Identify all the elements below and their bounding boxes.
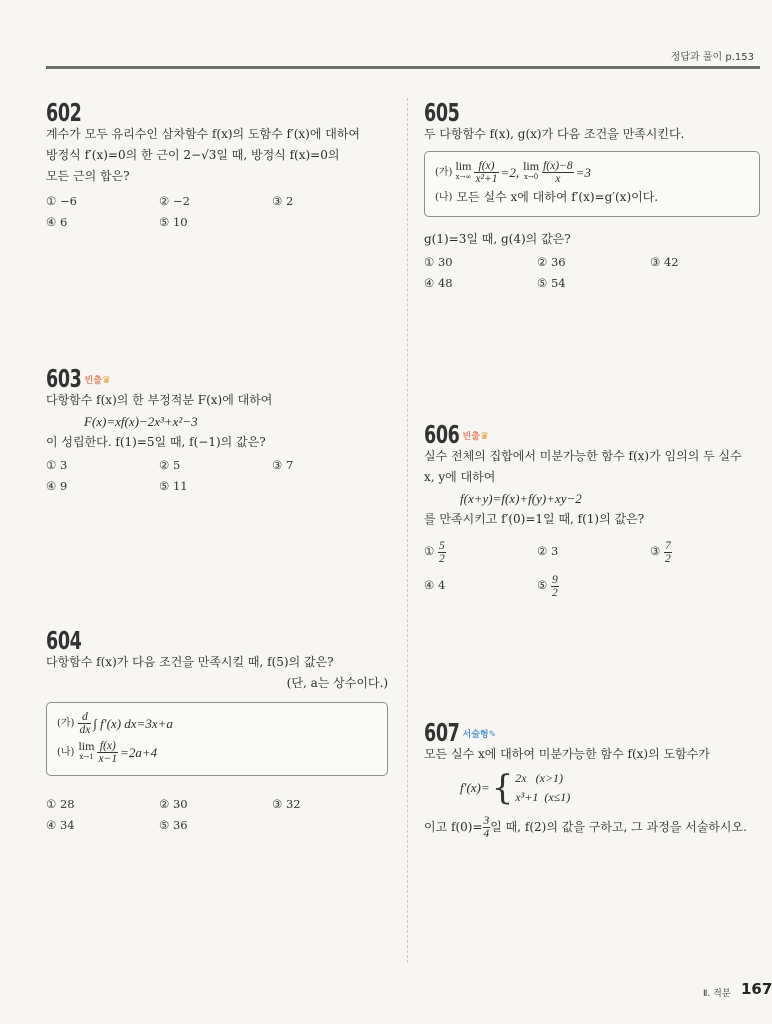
badge-label: 빈출 — [462, 432, 480, 442]
choice-4[interactable]: ④ 6 — [46, 215, 68, 229]
answer-choices — [46, 794, 388, 836]
answer-choices — [46, 455, 396, 497]
condition-b — [57, 737, 377, 767]
problem-text — [424, 124, 760, 145]
crown-icon: ♛ — [479, 431, 489, 442]
problem-line: 를 만족시키고 f′(0)=1일 때, f(1)의 값은? — [424, 512, 645, 526]
problem-606 — [424, 422, 760, 602]
frac-num: 5 — [438, 539, 445, 552]
frac-num: f(x) — [97, 740, 118, 753]
frac-den: 2 — [551, 586, 558, 599]
condition-mark: (나) — [435, 191, 453, 203]
choice-3[interactable]: ③ 7 — [272, 458, 294, 472]
choice-2[interactable]: ② 36 — [537, 255, 566, 269]
problem-602 — [46, 100, 396, 233]
problem-607 — [424, 720, 764, 840]
limit-fraction — [542, 160, 573, 185]
frac-den: x²+1 — [475, 172, 498, 185]
text-part: 이고 f(0)= — [424, 820, 483, 834]
pencil-icon: ✎ — [488, 730, 497, 740]
problem-text — [424, 446, 760, 530]
answer-choices — [424, 252, 760, 294]
essay-badge — [463, 727, 497, 740]
header-rule — [46, 66, 760, 69]
brace-icon: { — [491, 768, 514, 808]
frac-den: x−1 — [98, 752, 118, 765]
condition-a — [57, 709, 377, 737]
frac-den: 2 — [438, 552, 445, 565]
problem-605 — [424, 100, 760, 294]
frequent-badge — [463, 429, 489, 442]
problem-text — [46, 124, 396, 187]
column-divider — [407, 98, 408, 963]
lim-sub: x→0 — [523, 173, 539, 181]
text-part: 일 때, f(2)의 값을 구하고, 그 과정을 서술하시오. — [490, 820, 747, 834]
condition-b-text: 모든 실수 x에 대하여 f′(x)=g′(x)이다. — [456, 189, 659, 204]
choice-1[interactable]: ① 28 — [46, 797, 75, 811]
problem-line: 모든 근의 합은? — [46, 169, 130, 183]
equation: F(x)=xf(x)−2x³+x²−3 — [84, 414, 198, 429]
problem-line: 다항함수 f(x)의 한 부정적분 F(x)에 대하여 — [46, 393, 273, 407]
answer-reference: 정답과 풀이 p.153 — [670, 52, 754, 63]
case-2: x³+1 (x≤1) — [515, 790, 571, 804]
problem-number: 603 — [46, 364, 82, 393]
case-1: 2x (x>1) — [515, 771, 564, 785]
condition-b — [435, 186, 749, 208]
problem-text — [424, 744, 764, 765]
choice-4[interactable]: ④ 48 — [424, 276, 453, 290]
equals-text: =2, — [500, 164, 520, 180]
choice-marker: ⑤ — [537, 578, 548, 592]
crown-icon: ♛ — [101, 375, 111, 386]
choice-2[interactable]: ② 5 — [159, 458, 181, 472]
problem-line: 모든 실수 x에 대하여 미분가능한 함수 f(x)의 도함수가 — [424, 747, 710, 761]
lim-label: lim — [78, 739, 95, 753]
condition-box — [424, 151, 760, 217]
choice-5[interactable]: ⑤ 36 — [159, 818, 188, 832]
lim-sub: x→1 — [79, 753, 94, 761]
choice-2[interactable]: ② 3 — [537, 544, 559, 558]
answer-choices — [46, 191, 396, 233]
badge-label: 서술형 — [462, 730, 489, 740]
choice-4[interactable]: ④ 4 — [424, 578, 446, 592]
frac-den: dx — [79, 723, 91, 736]
problem-line: 계수가 모두 유리수인 삼차함수 f(x)의 도함수 f′(x)에 대하여 — [46, 127, 361, 141]
lim-label: lim — [523, 159, 540, 173]
choice-1[interactable]: ① 3 — [46, 458, 68, 472]
problem-line: 실수 전체의 집합에서 미분가능한 함수 f(x)가 임의의 두 실수 — [424, 449, 742, 463]
condition-box — [46, 702, 388, 776]
choice-5[interactable] — [537, 568, 650, 602]
problem-text — [46, 652, 388, 694]
condition-b-text: =2a+4 — [120, 744, 158, 760]
problem-line: 방정식 f′(x)=0의 한 근이 2−√3일 때, 방정식 f(x)=0의 — [46, 148, 340, 162]
choice-fraction — [438, 540, 446, 565]
condition-mark: (나) — [57, 746, 75, 758]
section-label: Ⅱ. 적분 — [703, 989, 731, 999]
limit-operator — [455, 161, 471, 183]
derivative-operator — [78, 711, 91, 736]
problem-note: (단, a는 상수이다.) — [286, 676, 388, 690]
frac-num: f(x) — [474, 160, 498, 173]
choice-3[interactable] — [650, 534, 763, 568]
choice-1[interactable]: ① 30 — [424, 255, 453, 269]
frac-den: 2 — [664, 552, 671, 565]
frac-num: 3 — [483, 815, 490, 827]
limit-fraction — [474, 160, 498, 185]
condition-a — [435, 158, 749, 186]
limit-fraction — [97, 740, 118, 765]
choice-2[interactable]: ② 30 — [159, 797, 188, 811]
frac-num: 7 — [664, 539, 671, 552]
choice-1[interactable] — [424, 534, 537, 568]
choice-1[interactable]: ① −6 — [46, 194, 77, 208]
choice-3[interactable]: ③ 42 — [650, 255, 679, 269]
lim-sub: x→∞ — [455, 173, 472, 181]
problem-line: 이 성립한다. f(1)=5일 때, f(−1)의 값은? — [46, 435, 266, 449]
page-number: 167 — [741, 980, 772, 998]
choice-4[interactable]: ④ 34 — [46, 818, 75, 832]
limit-operator — [78, 741, 94, 763]
condition-mark: (가) — [57, 717, 75, 729]
choice-marker: ③ — [650, 544, 661, 558]
badge-label: 빈출 — [84, 376, 102, 386]
choice-3[interactable]: ③ 2 — [272, 194, 294, 208]
problem-text — [46, 390, 396, 453]
problem-line: 두 다항함수 f(x), g(x)가 다음 조건을 만족시킨다. — [424, 127, 685, 141]
piecewise-function — [460, 767, 764, 809]
limit-operator — [523, 161, 539, 183]
frac-den: x — [555, 172, 561, 185]
choice-2[interactable]: ② −2 — [159, 194, 190, 208]
frac-num: f(x)−8 — [543, 159, 573, 172]
problem-number: 604 — [46, 626, 82, 655]
choice-fraction — [551, 574, 559, 599]
initial-value-fraction — [483, 815, 491, 840]
frac-den: 4 — [483, 828, 490, 840]
problem-number: 602 — [46, 98, 82, 127]
condition-mark: (가) — [435, 166, 453, 178]
problem-text — [424, 229, 760, 250]
problem-line — [424, 815, 764, 840]
piecewise-lhs: f′(x)= — [460, 780, 490, 795]
choice-4[interactable]: ④ 9 — [46, 479, 68, 493]
choice-3[interactable]: ③ 32 — [272, 797, 301, 811]
problem-number: 606 — [424, 420, 460, 449]
problem-number: 605 — [424, 98, 460, 127]
frac-num: d — [78, 711, 91, 724]
problem-number: 607 — [424, 718, 460, 747]
problem-604 — [46, 628, 388, 836]
choice-fraction — [664, 540, 672, 565]
equation: f(x+y)=f(x)+f(y)+xy−2 — [460, 491, 582, 506]
problem-line: g(1)=3일 때, g(4)의 값은? — [424, 232, 571, 246]
problem-line: 다항함수 f(x)가 다음 조건을 만족시킬 때, f(5)의 값은? — [46, 655, 334, 669]
problem-603 — [46, 366, 396, 497]
frequent-badge — [85, 373, 111, 386]
piecewise-cases — [515, 769, 570, 807]
answer-choices — [424, 534, 760, 602]
choice-5[interactable]: ⑤ 10 — [159, 215, 188, 229]
choice-5[interactable]: ⑤ 11 — [159, 479, 188, 493]
equals-text: =3 — [575, 164, 591, 180]
problem-line: x, y에 대하여 — [424, 470, 496, 484]
lim-label: lim — [455, 159, 472, 173]
condition-a-text: ∫ f′(x) dx=3x+a — [93, 715, 173, 731]
choice-marker: ① — [424, 544, 435, 558]
frac-num: 9 — [551, 573, 558, 586]
choice-5[interactable]: ⑤ 54 — [537, 276, 566, 290]
